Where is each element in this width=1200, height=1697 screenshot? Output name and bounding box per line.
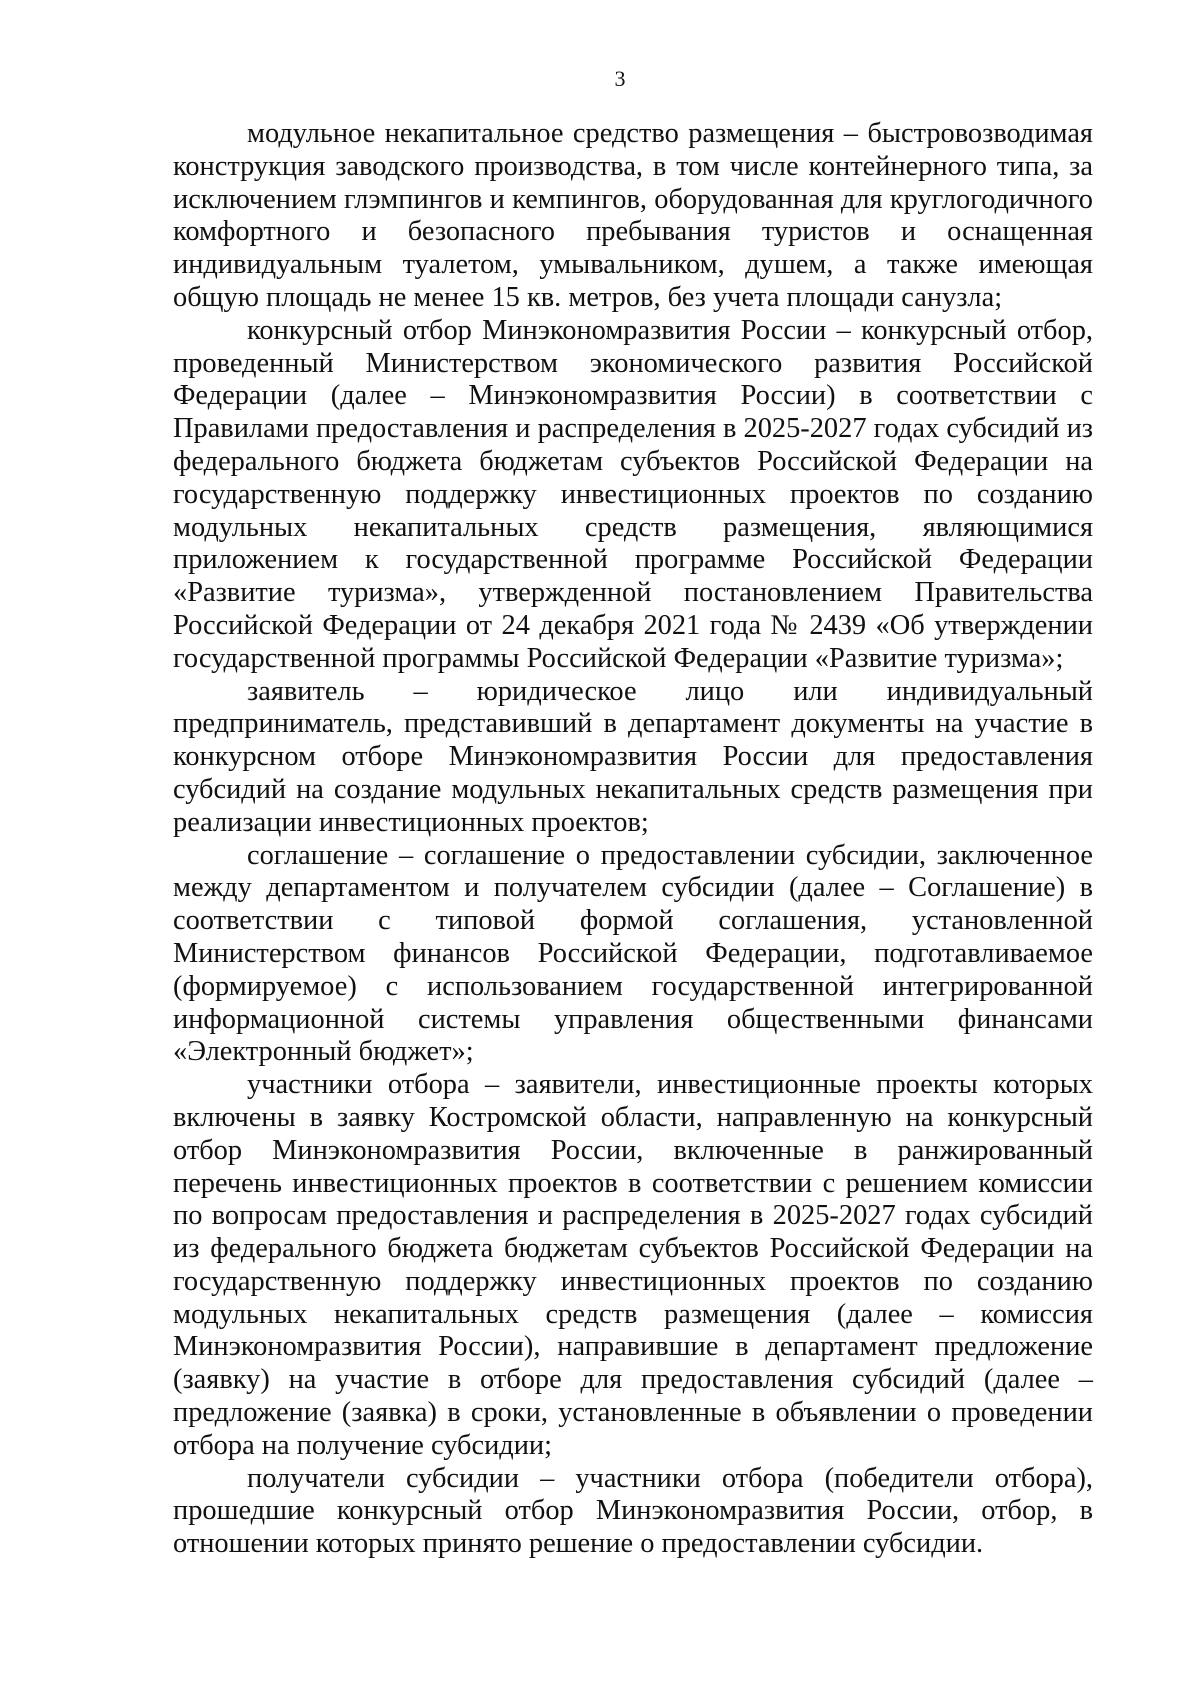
document-body	[173, 118, 1093, 1561]
definition-paragraph-modular-accommodation: модульное некапитальное средство размещения – быстровозводимая конструкция заводского производства, в том числе контейнерного типа, за исключением глэмпингов и кемпингов, оборудованная для круглогодичного комфортного и безопасного пребывания туристов и оснащенная индивидуальным туалетом, умывальником, душем, а также имеющая общую площадь не менее 15 кв. метров, без учета площади санузла;	[173, 118, 1093, 313]
definition-paragraph-applicant: заявитель – юридическое лицо или индивидуальный предприниматель, представивший в департамент документы на участие в конкурсном отборе Минэкономразвития России для предоставления субсидий на создание модульных некапитальных средств размещения при реализации инвестиционных проектов;	[173, 675, 1093, 838]
page-number: 3	[614, 66, 626, 91]
definition-paragraph-competitive-selection: конкурсный отбор Минэкономразвития России – конкурсный отбор, проведенный Министерством экономического развития Российской Федерации (далее – Минэкономразвития России) в соответствии с Правилами предоставления и распределения в 2025-2027 годах субсидий из федерального бюджета бюджетам субъектов Российской Федерации на государственную поддержку инвестиционных проектов по созданию модульных некапитальных средств размещения, являющимися приложением к государственной программе Российской Федерации «Развитие туризма», утвержденной постановлением Правительства Российской Федерации от 24 декабря 2021 года № 2439 «Об утверждении государственной программы Российской Федерации «Развитие туризма»;	[173, 314, 1093, 674]
definition-paragraph-agreement: соглашение – соглашение о предоставлении субсидии, заключенное между департаментом и получателем субсидии (далее – Соглашение) в соответствии с типовой формой соглашения, установленной Министерством финансов Российской Федерации, подготавливаемое (формируемое) с использованием государственной интегрированной информационной системы управления общественными финансами «Электронный бюджет»;	[173, 839, 1093, 1068]
definition-paragraph-selection-participants: участники отбора – заявители, инвестиционные проекты которых включены в заявку Костромской области, направленную на конкурсный отбор Минэкономразвития России, включенные в ранжированный перечень инвестиционных проектов в соответствии с решением комиссии по вопросам предоставления и распределения в 2025-2027 годах субсидий из федерального бюджета бюджетам субъектов Российской Федерации на государственную поддержку инвестиционных проектов по созданию модульных некапитальных средств размещения (далее – комиссия Минэкономразвития России), направившие в департамент предложение (заявку) на участие в отборе для предоставления субсидий (далее – предложение (заявка) в сроки, установленные в объявлении о проведении отбора на получение субсидии;	[173, 1069, 1093, 1461]
definition-paragraph-subsidy-recipients: получатели субсидии – участники отбора (победители отбора), прошедшие конкурсный отбор Минэкономразвития России, отбор, в отношении которых принято решение о предоставлении субсидии.	[173, 1462, 1093, 1560]
